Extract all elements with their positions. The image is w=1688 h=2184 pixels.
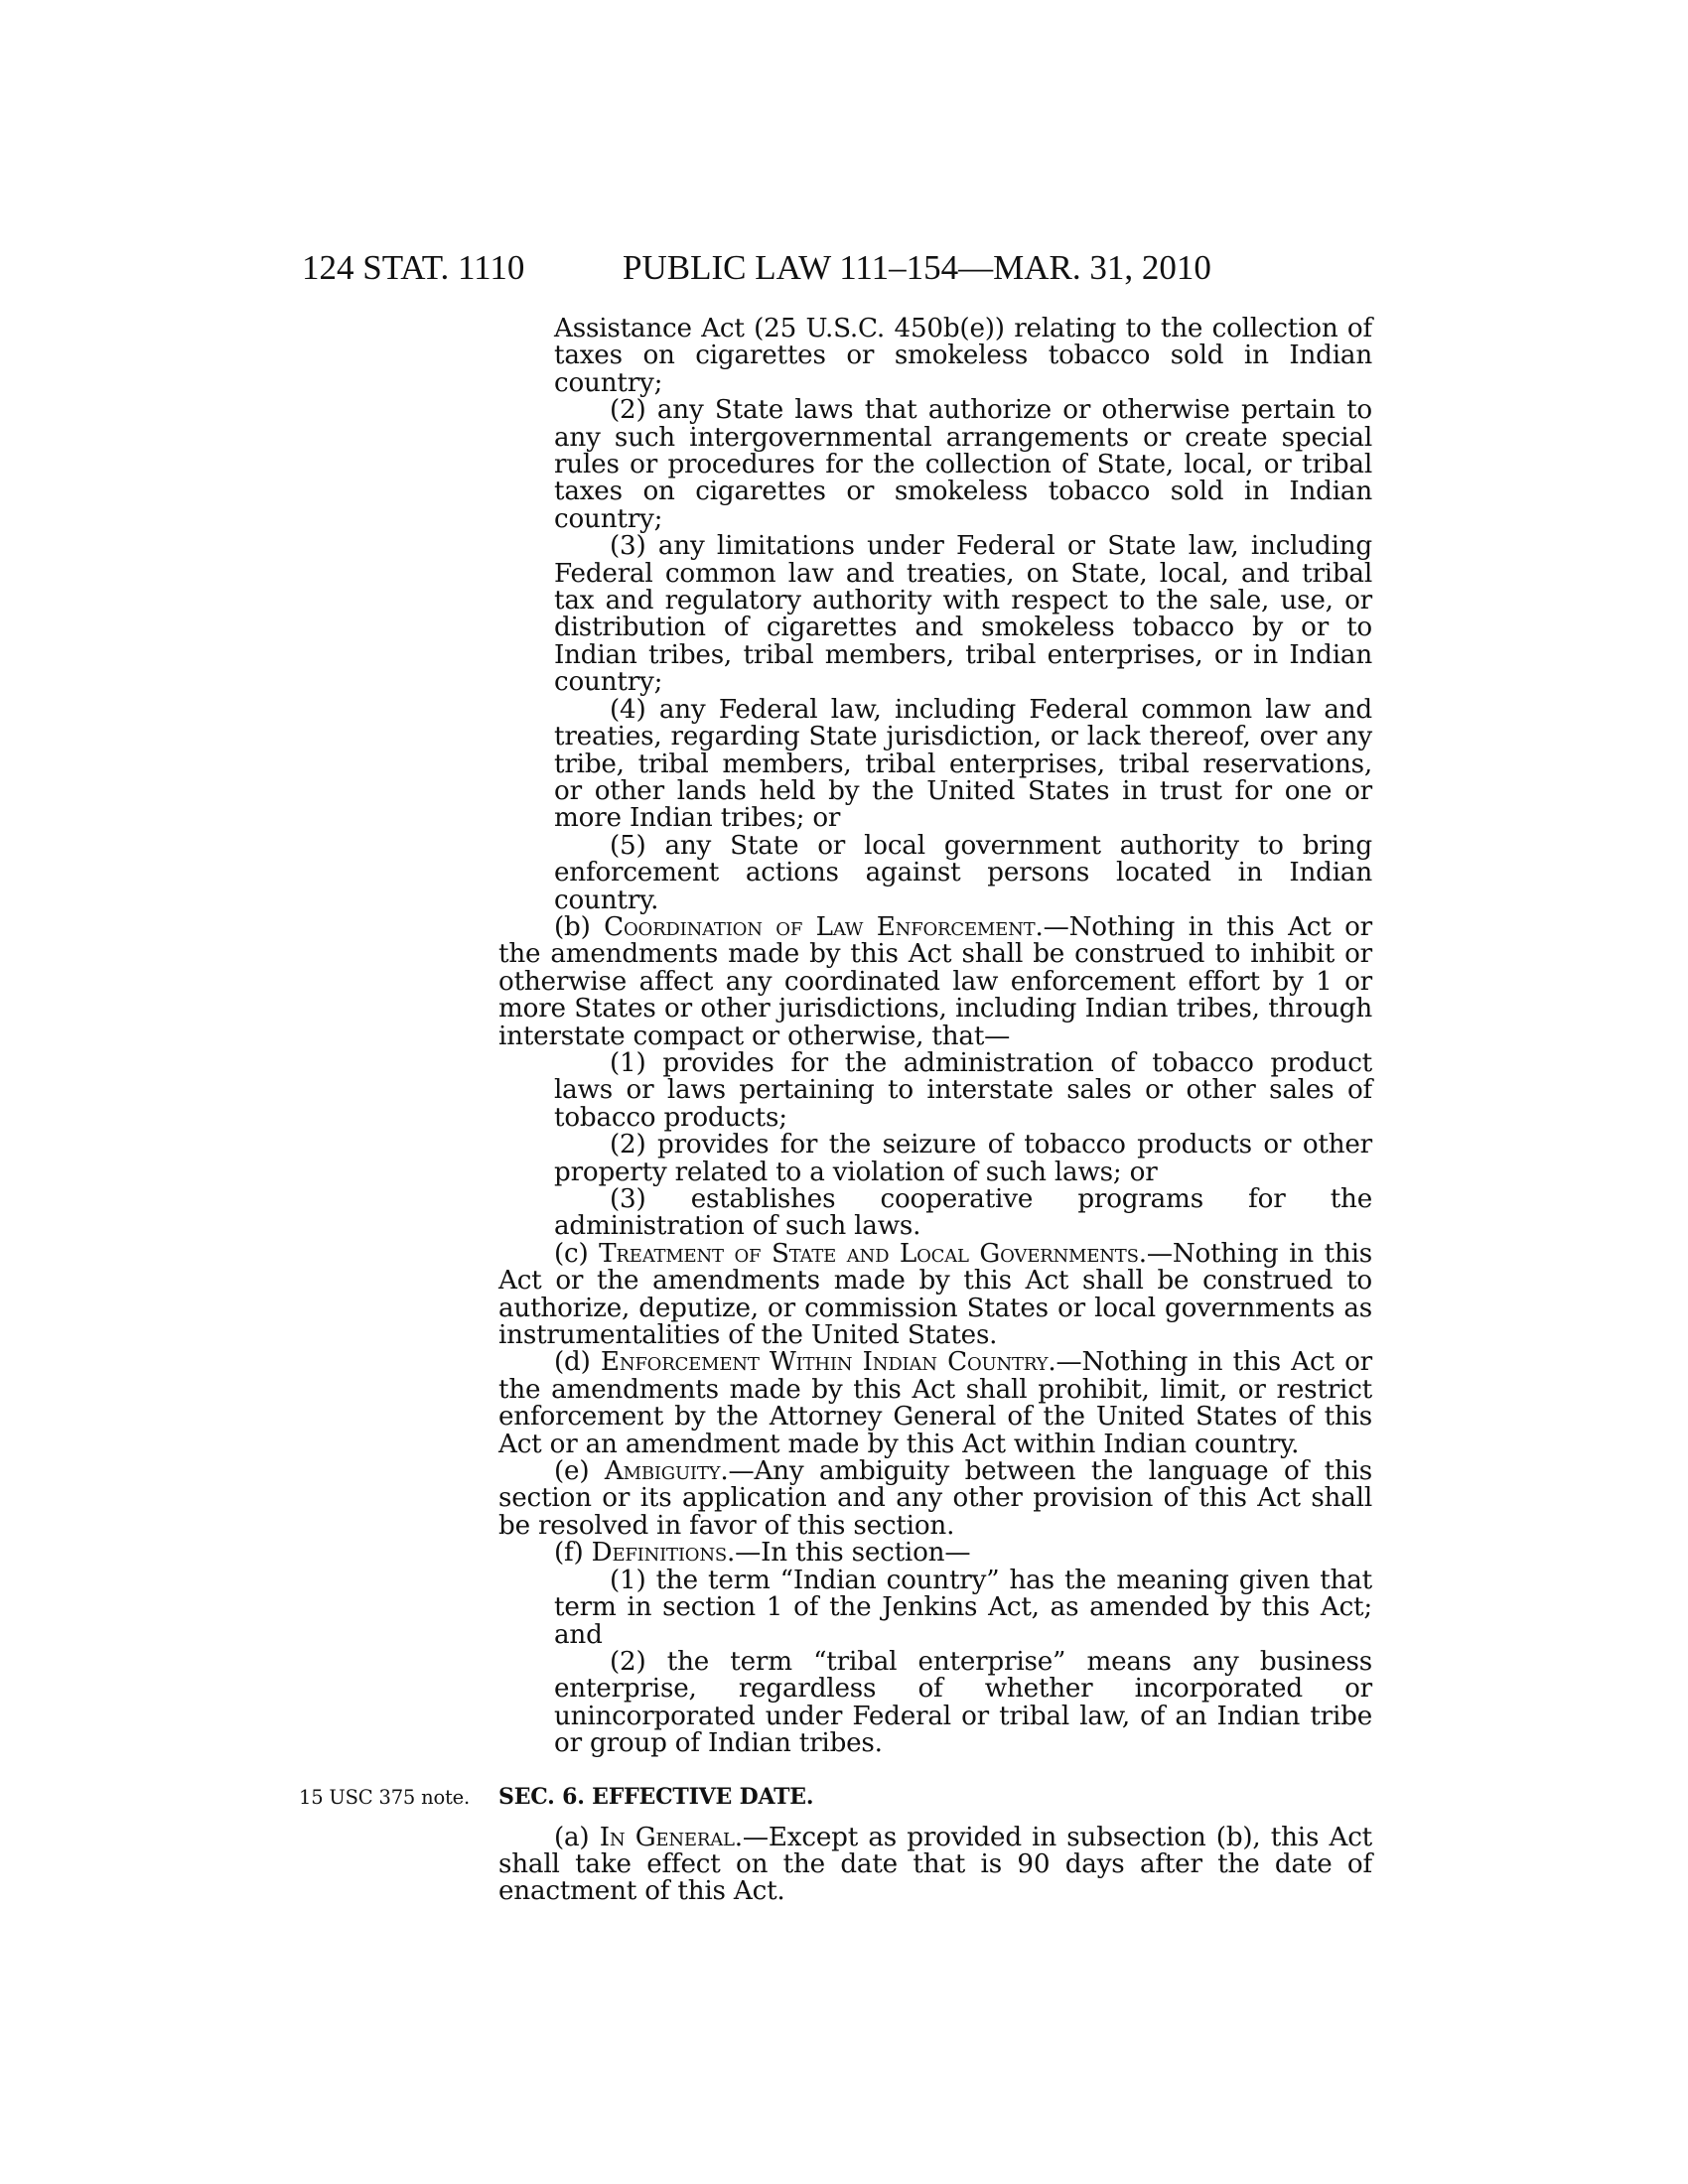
subsection-e-heading: Ambiguity — [604, 1456, 721, 1487]
subsection-c-text: .—Nothing in this Act or the amendments made by this Act shall be construed to authorize, deputize, or commission States or local governments as instrumentalities of the United States. — [498, 1238, 1373, 1351]
subsection-f-heading: Definitions — [591, 1538, 728, 1569]
subsection-d-text: .—Nothing in this Act or the amendments made by this Act shall prohibit, limit, or restrict enforcement by the Attorney General of the United States of this Act or an amendment made by this Act within Indian country. — [498, 1347, 1373, 1459]
subsection-d-label: (d) — [554, 1347, 601, 1378]
statute-body — [299, 314, 1373, 1907]
paragraph-a4: (4) any Federal law, including Federal common law and treaties, regarding State jurisdiction, or lack thereof, over any tribe, tribal members, tribal enterprises, tribal reservations, or other lands held by the United States in trust for one or more Indian tribes; or — [554, 694, 1372, 834]
section-6-a-label: (a) — [554, 1822, 600, 1852]
subsection-e-text: .—Any ambiguity between the language of this section or its application and any other provision of this Act shall be resolved in favor of this section. — [498, 1456, 1372, 1541]
subsection-d — [498, 1349, 1372, 1458]
margin-note: 15 USC 375 note. — [299, 1785, 471, 1809]
paragraph-a5: (5) any State or local government authority to bring enforcement actions against persons located in Indian country. — [554, 830, 1372, 915]
paragraph-b2: (2) provides for the seizure of tobacco products or other property related to a violation of such laws; or — [554, 1130, 1372, 1187]
paragraph-b1: (1) provides for the administration of tobacco product laws or laws pertaining to interstate sales or other sales of tobacco products; — [554, 1047, 1372, 1133]
paragraph-b3: (3) establishes cooperative programs for the administration of such laws. — [554, 1184, 1372, 1242]
paragraph-f1: (1) the term “Indian country” has the meaning given that term in section 1 of the Jenkins Act, as amended by this Act; and — [554, 1565, 1372, 1650]
paragraph-a3: (3) any limitations under Federal or State law, including Federal common law and treaties, on State, local, and tribal tax and regulatory authority with respect to the sale, use, or distribution of cigarettes and smokeless tobacco by or to Indian tribes, tribal members, tribal enterprises, or in Indian country; — [554, 531, 1372, 698]
public-law-title: PUBLIC LAW 111–154—MAR. 31, 2010 — [623, 248, 1211, 287]
subsection-e — [498, 1458, 1372, 1540]
section-6-heading-row — [299, 1783, 1372, 1813]
continuation-paragraph: Assistance Act (25 U.S.C. 450b(e)) relating to the collection of taxes on cigarettes or smokeless tobacco sold in Indian country; — [554, 314, 1372, 398]
subsection-b-heading: Coordination of Law Enforcement — [604, 911, 1036, 942]
section-6-a-text: .—Except as provided in subsection (b), this Act shall take effect on the date that is 90 days after the date of enactment of this Act. — [498, 1822, 1372, 1907]
section-6-heading: SEC. 6. EFFECTIVE DATE. — [498, 1783, 814, 1810]
subsection-d-heading: Enforcement Within Indian Country — [600, 1347, 1049, 1378]
subsection-b-text: .—Nothing in this Act or the amendments made by this Act shall be construed to inhibit or otherwise affect any coordinated law enforcement effort by 1 or more States or other jurisdictions, including Indian tribes, through interstate compact or otherwise, that— — [498, 911, 1372, 1051]
statute-page-reference: 124 STAT. 1110 — [302, 248, 525, 287]
paragraph-a2: (2) any State laws that authorize or otherwise pertain to any such intergovernmental arrangements or create special rules or procedures for the collection of State, local, or tribal taxes on cigarettes or smokeless tobacco sold in Indian country; — [554, 395, 1372, 534]
subsection-f-text: .—In this section— — [727, 1538, 971, 1569]
subsection-f — [498, 1540, 1372, 1567]
subsection-b — [498, 911, 1372, 1051]
subsection-c-heading: Treatment of State and Local Governments — [599, 1238, 1139, 1269]
section-6-subsection-a — [498, 1822, 1372, 1907]
running-header — [0, 248, 1688, 288]
subsection-e-label: (e) — [554, 1456, 605, 1487]
subsection-b-label: (b) — [554, 911, 605, 942]
subsection-c — [498, 1238, 1373, 1351]
subsection-c-label: (c) — [554, 1238, 600, 1269]
paragraph-f2: (2) the term “tribal enterprise” means any business enterprise, regardless of whether incorporated or unincorporated under Federal or tribal law, of an Indian tribe or group of Indian tribes. — [554, 1646, 1372, 1759]
subsection-f-label: (f) — [554, 1538, 592, 1569]
section-6-a-heading: In General — [599, 1822, 735, 1852]
